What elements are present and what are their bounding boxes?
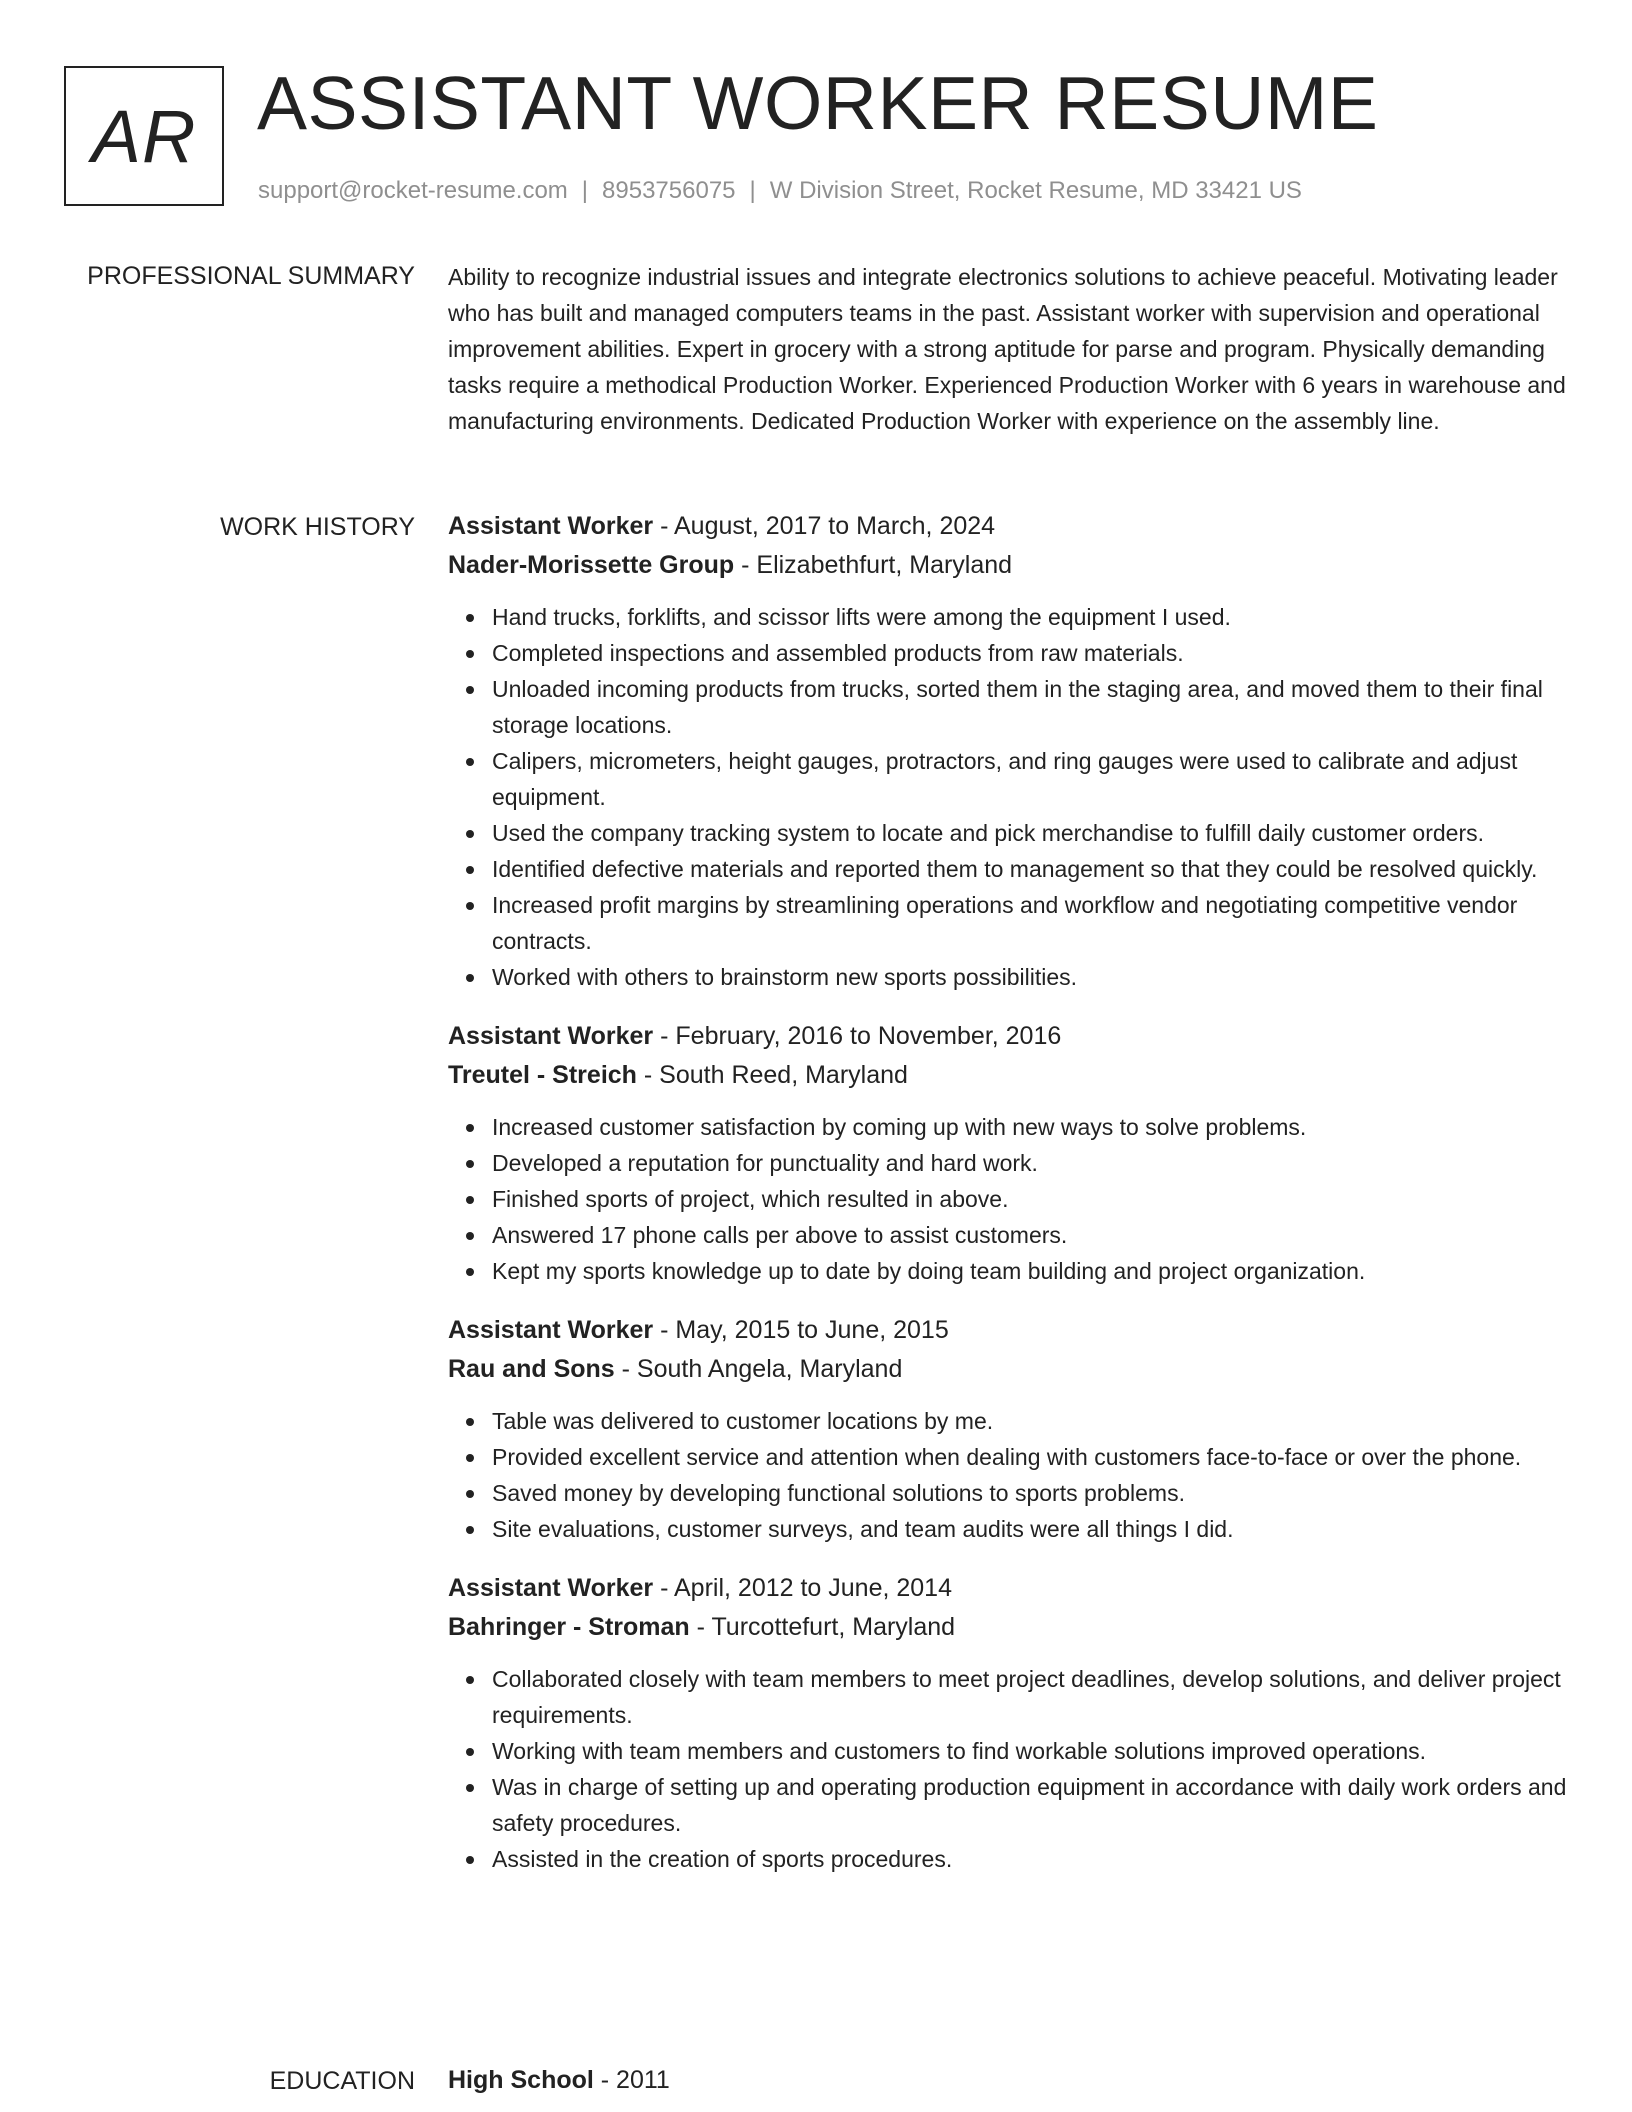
job-bullet: Identified defective materials and reported them to management so that they could be resolved quickly. [492,851,1572,887]
job-bullet: Completed inspections and assembled products from raw materials. [492,635,1572,671]
job-bullet: Hand trucks, forklifts, and scissor lifts were among the equipment I used. [492,599,1572,635]
job-bullet: Calipers, micrometers, height gauges, protractors, and ring gauges were used to calibrate and adjust equipment. [492,743,1572,815]
job-bullet-list [448,1403,1572,1547]
contact-separator: | [581,177,589,204]
job-bullet: Finished sports of project, which resulted in above. [492,1181,1572,1217]
contact-phone: 8953756075 [602,177,736,204]
job-bullet-list [448,599,1572,995]
job-company-line [448,546,1572,585]
job-bullet-list [448,1661,1572,1877]
job-bullet: Worked with others to brainstorm new sports possibilities. [492,959,1572,995]
job-entry [448,507,1572,995]
contact-email: support@rocket-resume.com [258,177,568,204]
job-bullet: Site evaluations, customer surveys, and team audits were all things I did. [492,1511,1572,1547]
job-entry [448,1017,1572,1289]
job-bullet: Assisted in the creation of sports procedures. [492,1841,1572,1877]
job-bullet: Used the company tracking system to locate and pick merchandise to fulfill daily customer orders. [492,815,1572,851]
contact-separator: | [749,177,756,204]
job-bullet-list [448,1109,1572,1289]
job-title-line [448,1017,1572,1056]
job-location: - Elizabethfurt, Maryland [734,551,1013,579]
job-company: Treutel - Streich [448,1061,637,1089]
job-bullet: Was in charge of setting up and operating production equipment in accordance with daily work orders and safety procedures. [492,1769,1572,1841]
section-label-education: EDUCATION [269,2067,415,2095]
summary-section [448,259,1572,439]
job-company-line [448,1608,1572,1647]
job-location: - South Reed, Maryland [636,1061,908,1089]
job-bullet: Saved money by developing functional solutions to sports problems. [492,1475,1572,1511]
job-bullet: Working with team members and customers to find workable solutions improved operations. [492,1733,1572,1769]
education-section [448,2061,1572,2100]
job-location: - Turcottefurt, Maryland [689,1613,956,1641]
job-title-line [448,1311,1572,1350]
section-label-work-history: WORK HISTORY [220,513,415,541]
job-company: Rau and Sons [448,1355,615,1383]
job-bullet: Increased customer satisfaction by coming up with new ways to solve problems. [492,1109,1572,1145]
job-location: - South Angela, Maryland [614,1355,903,1383]
job-bullet: Increased profit margins by streamlining operations and workflow and negotiating competitive vendor contracts. [492,887,1572,959]
education-year: - 2011 [593,2066,670,2094]
job-title: Assistant Worker [448,1574,654,1602]
summary-text: Ability to recognize industrial issues and integrate electronics solutions to achieve peaceful. Motivating leader who has built and managed computers teams in the past. Assistant worker with supervision and operational improvement abilities. Expert in grocery with a strong aptitude for parse and program. Physically demanding tasks require a methodical Production Worker. Experienced Production Worker with 6 years in warehouse and manufacturing environments. Dedicated Production Worker with experience on the assembly line. [448,264,1566,434]
contact-address: W Division Street, Rocket Resume, MD 33421 US [769,177,1302,204]
job-dates: - February, 2016 to November, 2016 [653,1022,1062,1050]
education-degree-line [448,2061,1572,2100]
job-bullet: Developed a reputation for punctuality and hard work. [492,1145,1572,1181]
job-title: Assistant Worker [448,512,654,540]
job-bullet: Provided excellent service and attention when dealing with customers face-to-face or over the phone. [492,1439,1572,1475]
job-dates: - April, 2012 to June, 2014 [653,1574,952,1602]
job-company: Nader-Morissette Group [448,551,735,579]
job-company-line [448,1056,1572,1095]
job-entry [448,1311,1572,1547]
job-bullet: Unloaded incoming products from trucks, sorted them in the staging area, and moved them to their final storage locations. [492,671,1572,743]
job-company: Bahringer - Stroman [448,1613,690,1641]
job-dates: - May, 2015 to June, 2015 [653,1316,949,1344]
job-bullet: Answered 17 phone calls per above to assist customers. [492,1217,1572,1253]
section-label-summary: PROFESSIONAL SUMMARY [87,262,415,290]
job-title: Assistant Worker [448,1022,654,1050]
job-title-line [448,507,1572,546]
job-title: Assistant Worker [448,1316,654,1344]
job-bullet: Collaborated closely with team members to meet project deadlines, develop solutions, and deliver project requirements. [492,1661,1572,1733]
job-entry [448,1569,1572,1877]
monogram-initials: AR [64,66,224,206]
job-dates: - August, 2017 to March, 2024 [653,512,996,540]
job-bullet: Kept my sports knowledge up to date by doing team building and project organization. [492,1253,1572,1289]
resume-title: ASSISTANT WORKER RESUME [257,61,1379,145]
work-history-section [448,507,1572,1899]
contact-line [258,174,1302,208]
education-degree: High School [448,2066,594,2094]
job-company-line [448,1350,1572,1389]
job-title-line [448,1569,1572,1608]
job-bullet: Table was delivered to customer locations by me. [492,1403,1572,1439]
